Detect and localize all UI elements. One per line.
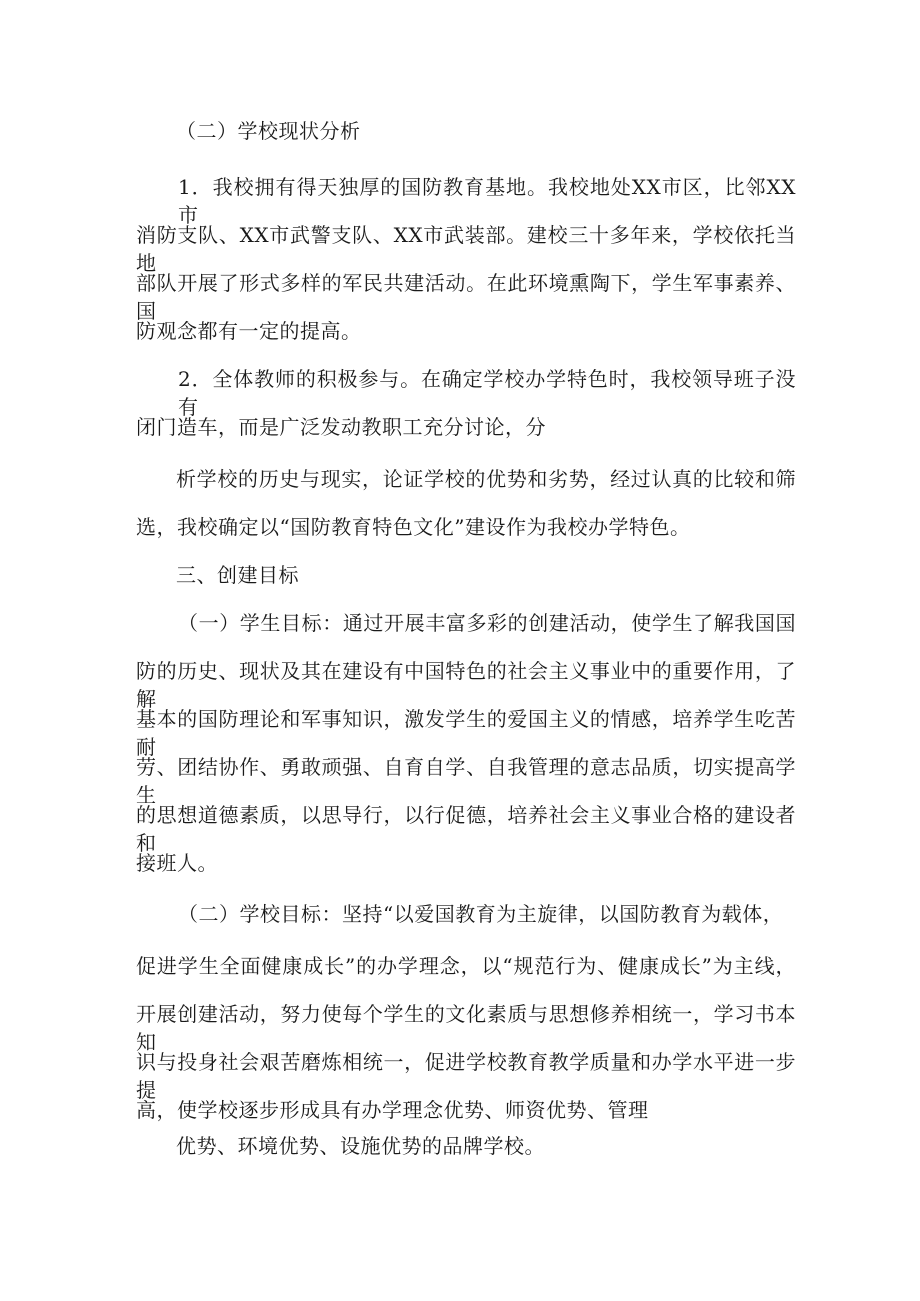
paragraph-line: （一）学生目标：通过开展丰富多彩的创建活动，使学生了解我国国: [178, 611, 796, 635]
paragraph-line: 接班人。: [136, 851, 218, 875]
paragraph-line: （二）学校目标：坚持“以爱国教育为主旋律，以国防教育为载体，: [178, 902, 784, 926]
paragraph-line: 消防支队、XX市武警支队、XX市武装部。建校三十多年来，学校依托当地: [136, 223, 796, 275]
section-heading-school-status: （二）学校现状分析: [176, 119, 361, 143]
paragraph-line: 开展创建活动，努力使每个学生的文化素质与思想修养相统一，学习书本知: [136, 1002, 796, 1054]
paragraph-line: 识与投身社会艰苦磨炼相统一，促进学校教育教学质量和办学水平进一步提: [136, 1050, 796, 1102]
section-heading-goals: 三、创建目标: [176, 563, 299, 587]
paragraph-line: 防的历史、现状及其在建设有中国特色的社会主义事业中的重要作用，了解: [136, 659, 796, 711]
paragraph-line: 2．全体教师的积极参与。在确定学校办学特色时，我校领导班子没有: [178, 367, 796, 419]
paragraph-line: 的思想道德素质，以思导行，以行促德，培养社会主义事业合格的建设者和: [136, 803, 796, 855]
paragraph-line: 劳、团结协作、勇敢顽强、自育自学、自我管理的意志品质，切实提高学生: [136, 755, 796, 807]
paragraph-line: 促进学生全面健康成长”的办学理念，以“规范行为、健康成长”为主线，: [136, 954, 796, 978]
paragraph-line: 高，使学校逐步形成具有办学理念优势、师资优势、管理: [136, 1098, 649, 1122]
paragraph-line: 选，我校确定以“国防教育特色文化”建设作为我校办学特色。: [136, 515, 691, 539]
paragraph-line: 闭门造车，而是广泛发动教职工充分讨论，分: [136, 415, 546, 439]
paragraph-line: 部队开展了形式多样的军民共建活动。在此环境熏陶下，学生军事素养、国: [136, 271, 796, 323]
paragraph-line: 基本的国防理论和军事知识，激发学生的爱国主义的情感，培养学生吃苦耐: [136, 707, 796, 759]
paragraph-line: 优势、环境优势、设施优势的品牌学校。: [176, 1134, 545, 1158]
paragraph-line: 防观念都有一定的提高。: [136, 319, 362, 343]
paragraph-line: 析学校的历史与现实，论证学校的优势和劣势，经过认真的比较和筛: [176, 467, 796, 491]
paragraph-line: 1．我校拥有得天独厚的国防教育基地。我校地处XX市区，比邻XX市: [178, 175, 796, 227]
